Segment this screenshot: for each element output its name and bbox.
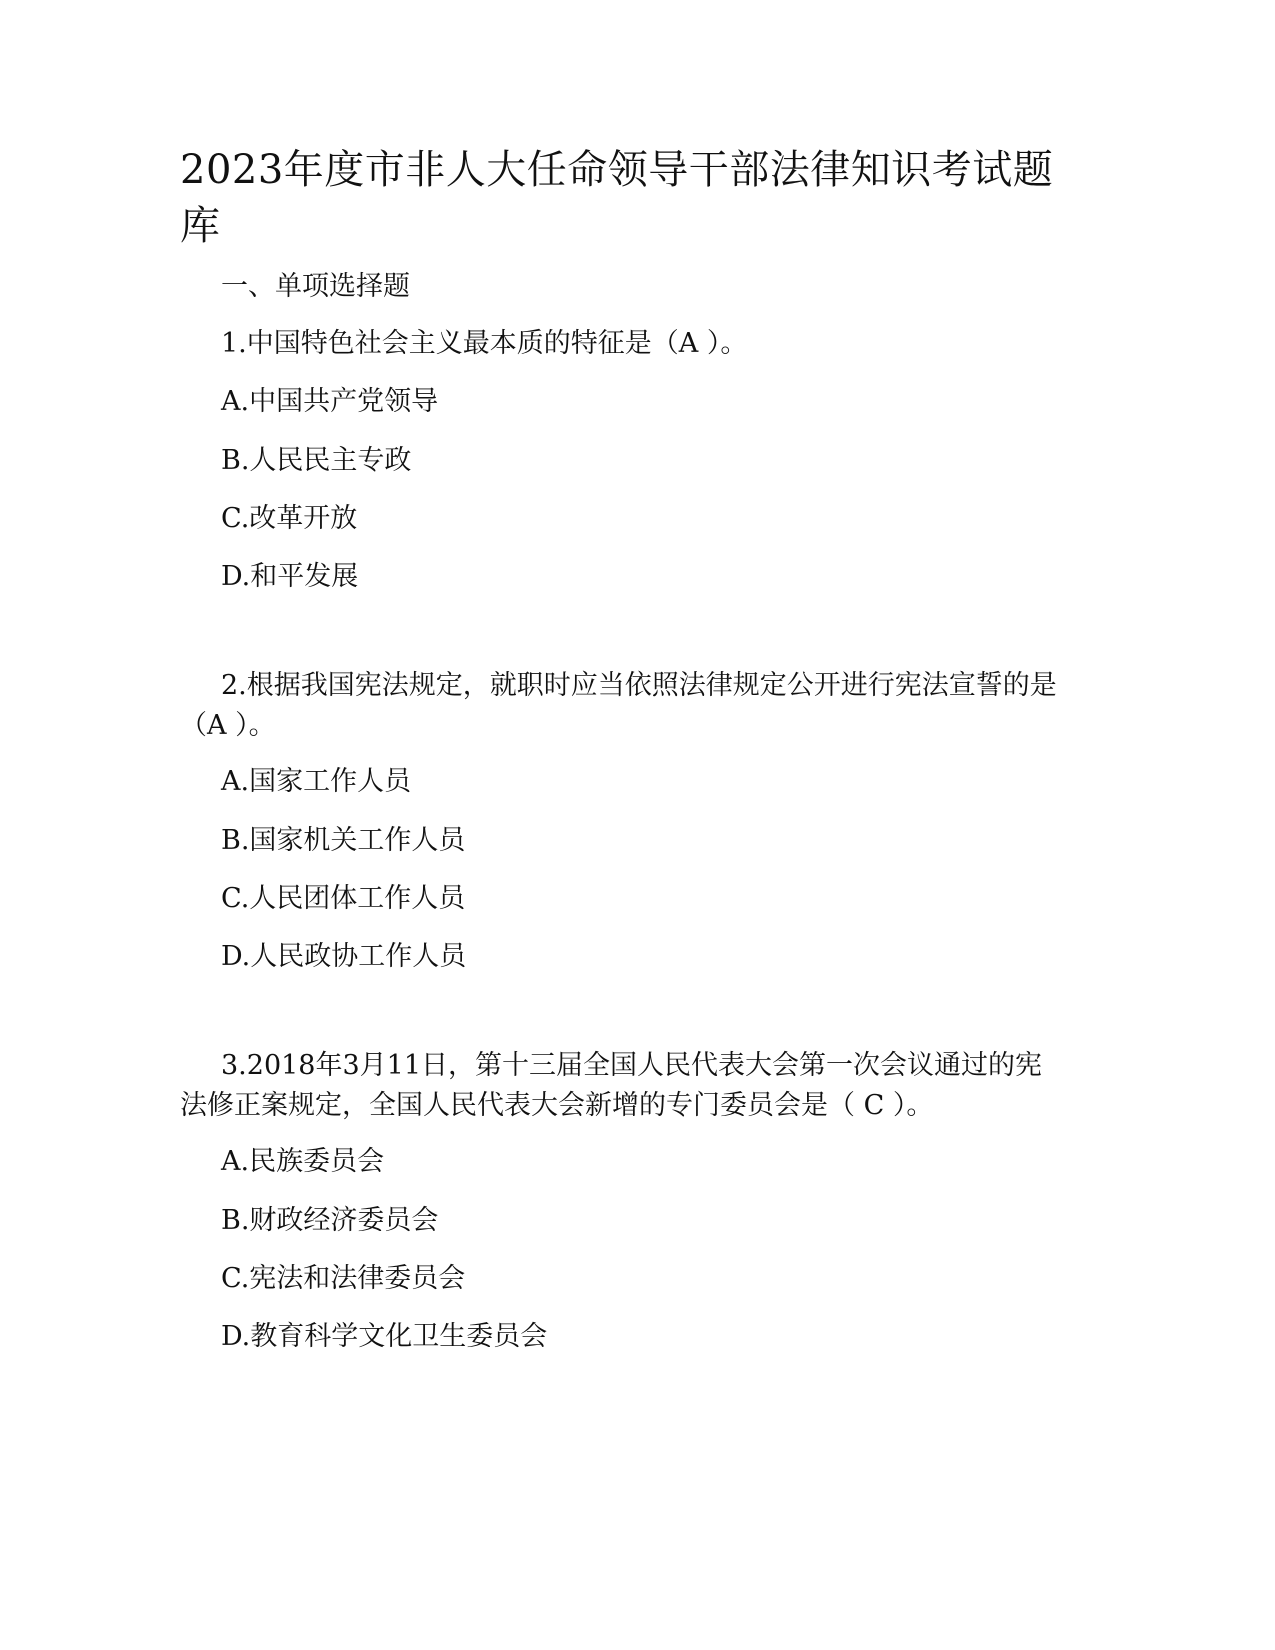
question-1-option-a: A.中国共产党领导: [221, 386, 439, 417]
question-3-option-b: B.财政经济委员会: [221, 1205, 439, 1236]
question-2-option-a: A.国家工作人员: [221, 766, 412, 797]
question-2-stem: 2.根据我国宪法规定，就职时应当依照法律规定公开进行宪法宣誓的是（A ）。: [180, 670, 1057, 741]
question-2-option-c: C.人民团体工作人员: [221, 883, 466, 914]
question-2-option-d: D.人民政协工作人员: [221, 941, 467, 972]
question-1-stem: 1.中国特色社会主义最本质的特征是（A ）。: [221, 328, 748, 359]
document-title: 2023年度市非人大任命领导干部法律知识考试题库: [180, 147, 1054, 249]
question-3-stem: 3.2018年3月11日，第十三届全国人民代表大会第一次会议通过的宪法修正案规定，全国人民代表大会新增的专门委员会是（ C ）。: [180, 1050, 1043, 1121]
question-1-option-b: B.人民民主专政: [221, 445, 412, 476]
question-2-option-b: B.国家机关工作人员: [221, 825, 466, 856]
question-3-option-d: D.教育科学文化卫生委员会: [221, 1321, 548, 1352]
question-3-option-a: A.民族委员会: [221, 1146, 385, 1177]
question-1-option-d: D.和平发展: [221, 561, 359, 592]
question-1-option-c: C.改革开放: [221, 503, 358, 534]
section-heading: 一、单项选择题: [221, 271, 410, 302]
question-3-option-c: C.宪法和法律委员会: [221, 1263, 466, 1294]
